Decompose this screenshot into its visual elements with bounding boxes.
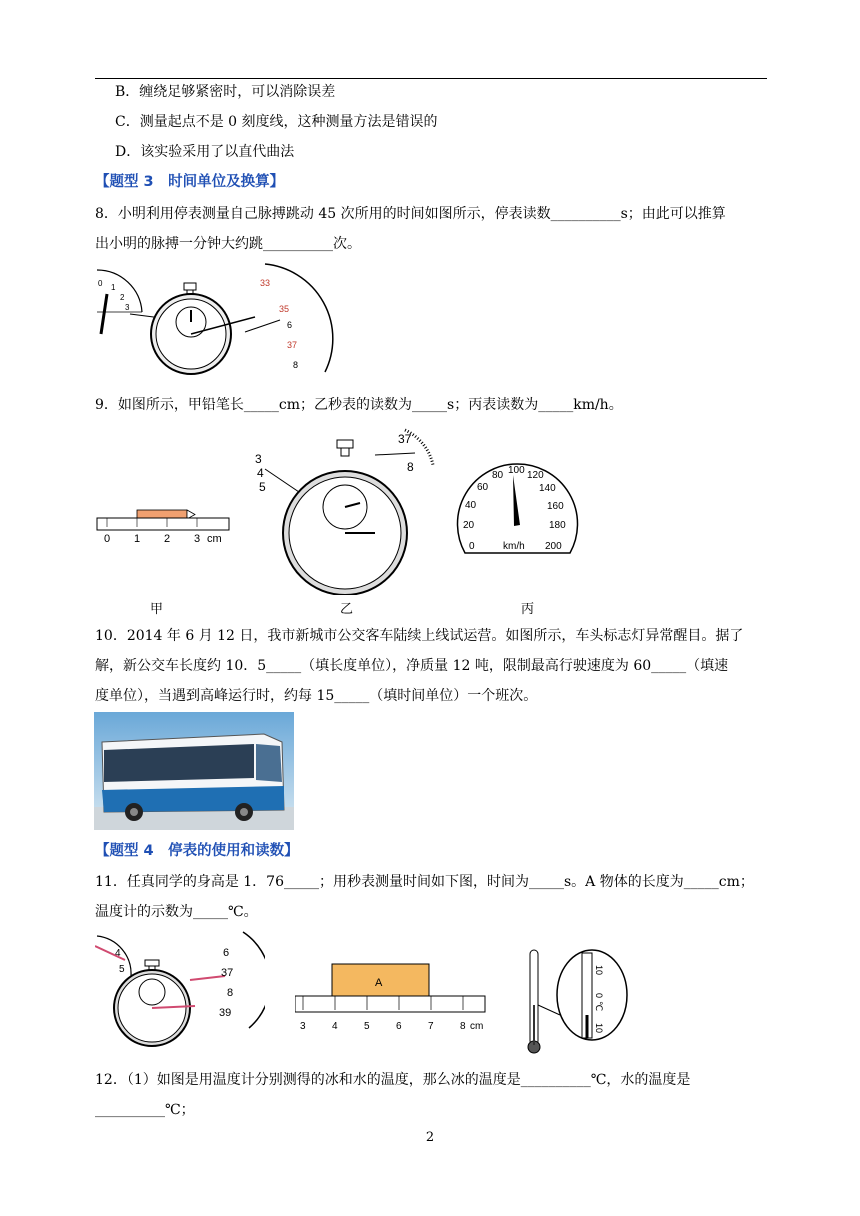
question-11-line-2: 温度计的示数为_____℃。 <box>95 904 258 920</box>
question-12-line-2: __________℃； <box>95 1102 195 1118</box>
question-10-line-3: 度单位），当遇到高峰运行时，约每 15_____（填时间单位）一个班次。 <box>95 688 538 704</box>
caption-yi: 乙 <box>340 602 354 617</box>
ruler-tick-5: 5 <box>364 1021 370 1032</box>
question-10-line-2: 解，新公交车长度约 10．5_____（填长度单位），净质量 12 吨，限制最高行驶速度为 60_____（填速 <box>95 658 729 674</box>
speed-tick-0: 0 <box>469 541 475 552</box>
sec-tick-6: 6 <box>223 947 230 959</box>
thermo-tick-10-top: 10 <box>594 965 604 976</box>
figure-11-stopwatch <box>95 930 265 1058</box>
option-d: D．该实验采用了以直代曲法 <box>115 144 295 160</box>
speed-tick-100: 100 <box>508 465 525 476</box>
min-tick-3: 3 <box>125 303 130 312</box>
sec-tick-8: 8 <box>227 987 234 999</box>
speed-tick-140: 140 <box>539 483 556 494</box>
min-tick-1: 1 <box>111 283 116 292</box>
question-10-line-1: 10．2014 年 6 月 12 日，我市新城市公交客车陆续上线试运营。如图所示，车头标志灯异常醒目。据了 <box>95 628 744 644</box>
caption-bing: 丙 <box>521 602 535 617</box>
caption-jia: 甲 <box>150 602 164 617</box>
ruler-unit: cm <box>207 533 222 545</box>
speed-unit: km/h <box>503 541 525 552</box>
question-8-line-1: 8．小明利用停表测量自己脉搏跳动 45 次所用的时间如图所示，停表读数__________s；由此可以推算 <box>95 206 726 222</box>
sec-tick-8: 8 <box>293 360 299 370</box>
speed-tick-80: 80 <box>492 470 504 481</box>
sec-tick-6: 6 <box>287 320 293 330</box>
sec-tick-37: 37 <box>398 432 412 446</box>
thermo-tick-10-bottom: 10 <box>594 1023 604 1034</box>
section-heading-4: 【题型 4 停表的使用和读数】 <box>95 843 299 859</box>
question-9: 9．如图所示，甲铅笔长_____cm；乙秒表的读数为_____s；丙表读数为_____km/h。 <box>95 397 623 413</box>
sec-tick-8: 8 <box>407 460 414 474</box>
ruler-tick-6: 6 <box>396 1021 402 1032</box>
figure-8-stopwatch <box>95 262 335 377</box>
speed-tick-120: 120 <box>527 470 544 481</box>
figure-11-thermometer <box>520 945 635 1060</box>
figure-9-speedometer <box>455 460 580 560</box>
page-number: 2 <box>425 1130 435 1145</box>
min-tick-5: 5 <box>259 480 266 494</box>
section-heading-3: 【题型 3 时间单位及换算】 <box>95 174 285 190</box>
min-tick-3: 3 <box>255 452 262 466</box>
question-11-line-1: 11．任真同学的身高是 1．76_____；用秒表测量时间如下图，时间为_____s。A 物体的长度为_____cm； <box>95 874 754 890</box>
ruler-tick-3: 3 <box>300 1021 306 1032</box>
bus-photo <box>94 712 294 830</box>
sec-tick-33: 33 <box>260 278 271 288</box>
second-dial-arc <box>265 264 333 372</box>
thermo-tick-0: 0 <box>594 993 604 999</box>
figure-9-stopwatch <box>255 425 445 595</box>
ruler-tick-1: 1 <box>134 533 141 545</box>
figure-9-ruler <box>95 505 235 547</box>
ruler-tick-3: 3 <box>194 533 201 545</box>
speed-tick-180: 180 <box>549 520 566 531</box>
ruler-tick-8: 8 <box>460 1021 466 1032</box>
minute-zoom-needle <box>101 294 107 334</box>
speed-tick-60: 60 <box>477 482 489 493</box>
ruler-tick-2: 2 <box>164 533 171 545</box>
speed-tick-20: 20 <box>463 520 475 531</box>
min-tick-4: 4 <box>115 948 121 959</box>
ruler-tick-7: 7 <box>428 1021 434 1032</box>
ruler-tick-0: 0 <box>104 533 111 545</box>
speed-tick-40: 40 <box>465 500 477 511</box>
block-label: A <box>375 977 383 989</box>
ruler-unit: cm <box>470 1021 484 1032</box>
sec-tick-35: 35 <box>279 304 290 314</box>
sec-tick-37: 37 <box>287 340 298 350</box>
option-b: B．缠绕足够紧密时，可以消除误差 <box>115 84 336 100</box>
sec-tick-39: 39 <box>219 1007 232 1019</box>
question-8-line-2: 出小明的脉搏一分钟大约跳__________次。 <box>95 236 361 252</box>
sec-tick-37: 37 <box>221 967 234 979</box>
question-12-line-1: 12．（1）如图是用温度计分别测得的冰和水的温度，那么冰的温度是__________℃，水的温度是 <box>95 1072 691 1088</box>
speed-tick-160: 160 <box>547 501 564 512</box>
min-tick-5: 5 <box>119 964 125 975</box>
option-c: C．测量起点不是 0 刻度线，这种测量方法是错误的 <box>115 114 438 130</box>
header-rule <box>95 78 767 79</box>
min-tick-0: 0 <box>98 279 103 288</box>
min-tick-4: 4 <box>257 466 264 480</box>
ruler-tick-4: 4 <box>332 1021 338 1032</box>
figure-11-ruler-block <box>295 962 490 1037</box>
min-tick-2: 2 <box>120 293 125 302</box>
thermo-unit: ℃ <box>594 1001 604 1012</box>
speed-tick-200: 200 <box>545 541 562 552</box>
